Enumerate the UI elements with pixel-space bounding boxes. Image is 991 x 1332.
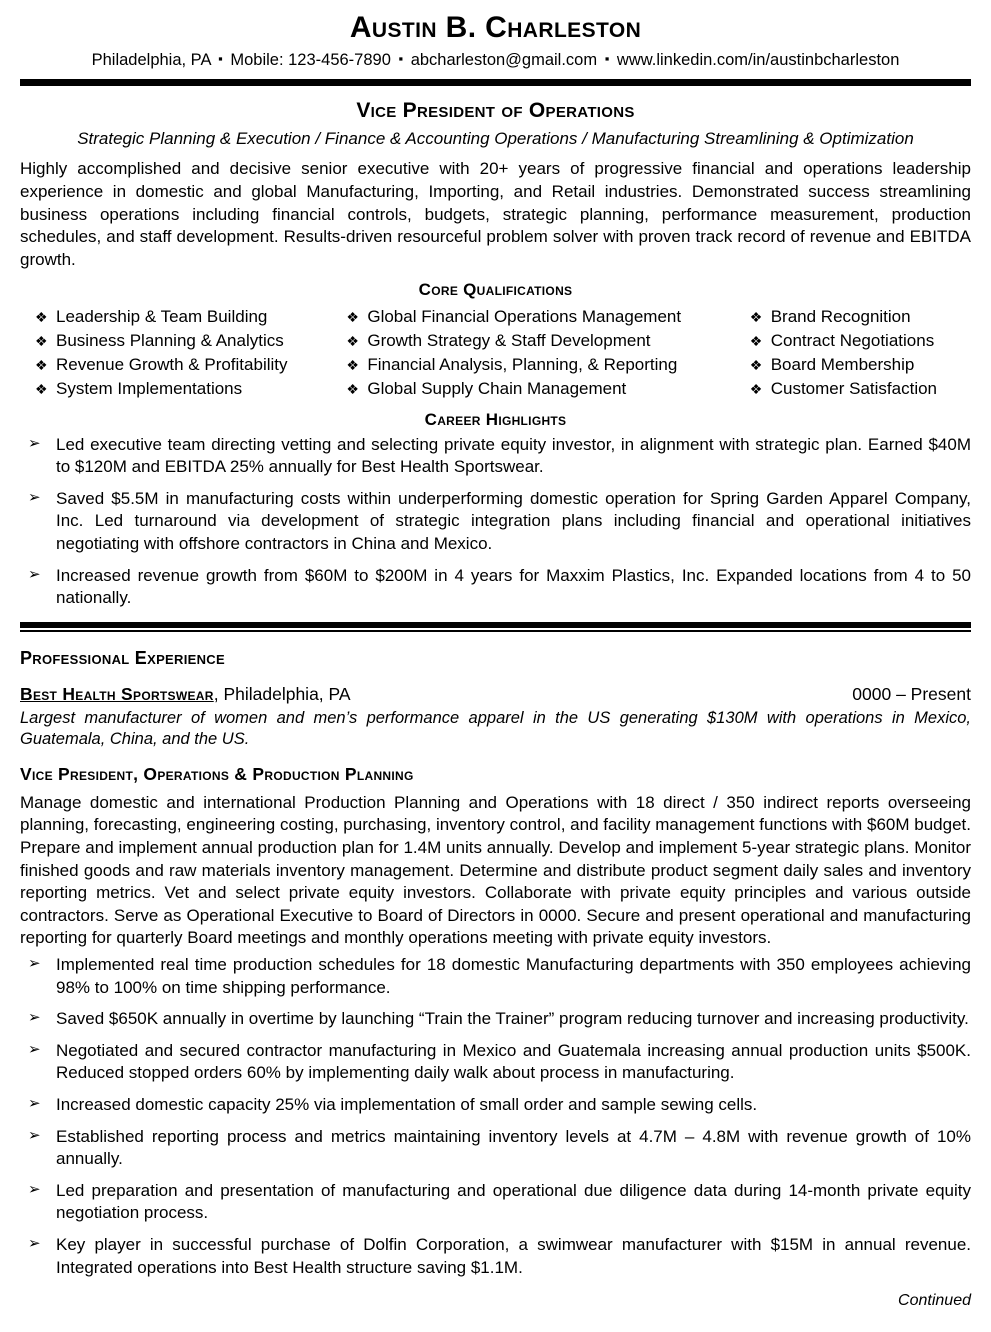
employer-name: Best Health Sportswear — [20, 683, 214, 704]
qualifications-column-1 — [20, 305, 346, 400]
list-item — [20, 488, 971, 556]
target-job-title: Vice President of Operations — [356, 99, 635, 123]
diamond-bullet-icon: ❖ — [749, 356, 763, 373]
qualification-item — [35, 305, 346, 329]
contact-phone: Mobile: 123-456-7890 — [230, 50, 391, 69]
list-item — [20, 434, 971, 479]
achievement-text: Increased domestic capacity 25% via implementation of small order and sample sewing cells. — [56, 1094, 758, 1114]
arrow-bullet-icon: ➢ — [28, 1009, 41, 1027]
list-item — [20, 954, 971, 999]
header-divider — [20, 79, 971, 86]
diamond-bullet-icon: ❖ — [35, 333, 48, 350]
achievement-text: Implemented real time production schedules for 18 domestic Manufacturing departments with 350 employees achieving 98% to 100% on time shipping performance. — [56, 954, 971, 997]
diamond-bullet-icon: ❖ — [749, 380, 763, 397]
list-item — [20, 565, 971, 610]
achievement-text: Key player in successful purchase of Dolfin Corporation, a swimwear manufacturer with $15M in annual revenue. Integrated operations into Best Health structure saving $1.1M. — [56, 1235, 971, 1277]
specialties-tagline: Strategic Planning & Execution / Finance & Accounting Operations / Manufacturing Streamlining & Optimization — [77, 129, 914, 149]
achievement-text: Led preparation and presentation of manufacturing and operational due diligence data during 14-month private equity negotiation process. — [56, 1180, 971, 1223]
contact-line — [20, 44, 971, 71]
highlight-text: Saved $5.5M in manufacturing costs within underperforming domestic operation for Spring Garden Apparel Company, Inc. Led turnaround via development of strategic integration plans including financial and operational initiatives negotiating with offshore contractors in China and Mexico. — [56, 488, 971, 553]
contact-separator-icon: ▪ — [218, 50, 223, 66]
employer-description: Largest manufacturer of women and men’s performance apparel in the US generating $130M with operations in Mexico, Guatemala, China, and the US. — [20, 708, 971, 749]
career-highlights-list — [20, 434, 971, 610]
contact-email[interactable]: abcharleston@gmail.com — [410, 50, 598, 69]
arrow-bullet-icon: ➢ — [28, 1126, 41, 1144]
qualification-item — [750, 353, 971, 377]
achievement-text: Saved $650K annually in overtime by launching “Train the Trainer” program reducing turnover and increasing productivity. — [56, 1009, 969, 1029]
employer-identity — [20, 684, 351, 705]
qualification-label: Leadership & Team Building — [56, 307, 268, 327]
diamond-bullet-icon: ❖ — [346, 309, 359, 326]
arrow-bullet-icon: ➢ — [28, 954, 41, 972]
diamond-bullet-icon: ❖ — [749, 333, 763, 350]
achievement-text: Negotiated and secured contractor manufacturing in Mexico and Guatemala increasing annual production units $500K. Reduced stopped orders 60% by implementing daily walk about process in manufacturing. — [56, 1040, 971, 1083]
core-qualifications-heading: Core Qualifications — [418, 280, 573, 300]
arrow-bullet-icon: ➢ — [28, 1235, 41, 1253]
contact-separator-icon: ▪ — [398, 50, 404, 66]
qualification-item — [346, 353, 749, 377]
qualification-label: Customer Satisfaction — [770, 378, 938, 398]
diamond-bullet-icon: ❖ — [346, 380, 359, 397]
diamond-bullet-icon: ❖ — [346, 356, 359, 373]
qualification-item — [750, 377, 971, 401]
qualification-item — [750, 329, 971, 353]
employer-location: , Philadelphia, PA — [213, 683, 351, 704]
arrow-bullet-icon: ➢ — [28, 565, 41, 583]
qualification-item — [346, 305, 749, 329]
employer-row — [20, 684, 971, 705]
contact-linkedin[interactable]: www.linkedin.com/in/austinbcharleston — [616, 50, 900, 69]
arrow-bullet-icon: ➢ — [28, 488, 41, 506]
diamond-bullet-icon: ❖ — [35, 309, 48, 326]
arrow-bullet-icon: ➢ — [28, 1180, 41, 1198]
qualification-item — [346, 329, 749, 353]
list-item — [20, 1040, 971, 1085]
qualification-label: Contract Negotiations — [770, 331, 935, 351]
qualifications-column-3 — [750, 305, 971, 400]
qualification-item — [346, 377, 749, 401]
role-achievements-list — [20, 954, 971, 1279]
core-qualifications-list — [20, 305, 971, 400]
career-highlights-heading: Career Highlights — [424, 409, 567, 429]
diamond-bullet-icon: ❖ — [35, 356, 48, 373]
section-divider — [20, 622, 971, 632]
arrow-bullet-icon: ➢ — [28, 434, 41, 452]
list-item — [20, 1234, 971, 1279]
list-item — [20, 1008, 971, 1031]
qualification-item — [35, 377, 346, 401]
diamond-bullet-icon: ❖ — [749, 309, 763, 326]
professional-summary: Highly accomplished and decisive senior executive with 20+ years of progressive financial and operations leadership experience in domestic and global Manufacturing, Importing, and Retail industries. Demonstrated success streamlining business operations including financial controls, budgets, strategic planning, performance measurement, production schedules, and staff development. Results-driven resourceful problem solver with proven track record of revenue and EBITDA growth. — [20, 159, 971, 269]
qualification-label: Board Membership — [770, 354, 915, 374]
qualification-label: Revenue Growth & Profitability — [56, 354, 288, 374]
contact-location: Philadelphia, PA — [91, 50, 211, 69]
list-item — [20, 1180, 971, 1225]
arrow-bullet-icon: ➢ — [28, 1040, 41, 1058]
role-title: Vice President, Operations & Production Planning — [20, 763, 414, 784]
list-item — [20, 1126, 971, 1171]
continued-label: Continued — [898, 1292, 971, 1309]
achievement-text: Established reporting process and metrics maintaining inventory levels at 4.7M – 4.8M with revenue growth of 10% annually. — [56, 1126, 971, 1169]
qualification-item — [35, 329, 346, 353]
employment-dates: 0000 – Present — [852, 683, 971, 704]
qualification-item — [750, 305, 971, 329]
qualifications-column-2 — [346, 305, 749, 400]
qualification-label: Growth Strategy & Staff Development — [367, 331, 651, 351]
qualification-label: Brand Recognition — [770, 307, 911, 327]
diamond-bullet-icon: ❖ — [35, 380, 48, 397]
qualification-label: Business Planning & Analytics — [56, 331, 284, 351]
diamond-bullet-icon: ❖ — [346, 333, 359, 350]
highlight-text: Increased revenue growth from $60M to $200M in 4 years for Maxxim Plastics, Inc. Expanded locations from 4 to 50 nationally. — [56, 565, 971, 608]
candidate-name: Austin B. Charleston — [349, 11, 642, 44]
contact-separator-icon: ▪ — [604, 50, 610, 66]
qualification-item — [35, 353, 346, 377]
qualification-label: Financial Analysis, Planning, & Reporting — [367, 354, 678, 374]
highlight-text: Led executive team directing vetting and selecting private equity investor, in alignment with strategic plan. Earned $40M to $120M and EBITDA 25% annually for Best Health Sportswear. — [56, 434, 971, 477]
arrow-bullet-icon: ➢ — [28, 1094, 41, 1112]
qualification-label: Global Financial Operations Management — [367, 307, 682, 327]
qualification-label: System Implementations — [56, 378, 243, 398]
professional-experience-heading: Professional Experience — [20, 647, 225, 668]
role-responsibilities: Manage domestic and international Production Planning and Operations with 18 direct / 350 indirect reports overseeing planning, forecasting, engineering costing, purchasing, inventory control, and facility management functions with $60M budget. Prepare and implement annual production plan for 1.4M units annually. Develop and implement 5-year strategic plans. Monitor finished goods and raw materials inventory management. Determine and distribute product segment daily sales and inventory reporting metrics. Vet and select private equity investors. Collaborate with private equity principles and various outside contractors. Serve as Operational Executive to Board of Directors in 0000. Secure and present operational and manufacturing reporting for quarterly Board meetings and monthly operations meeting with private equity investors. — [20, 792, 971, 948]
list-item — [20, 1094, 971, 1117]
qualification-label: Global Supply Chain Management — [367, 378, 627, 398]
